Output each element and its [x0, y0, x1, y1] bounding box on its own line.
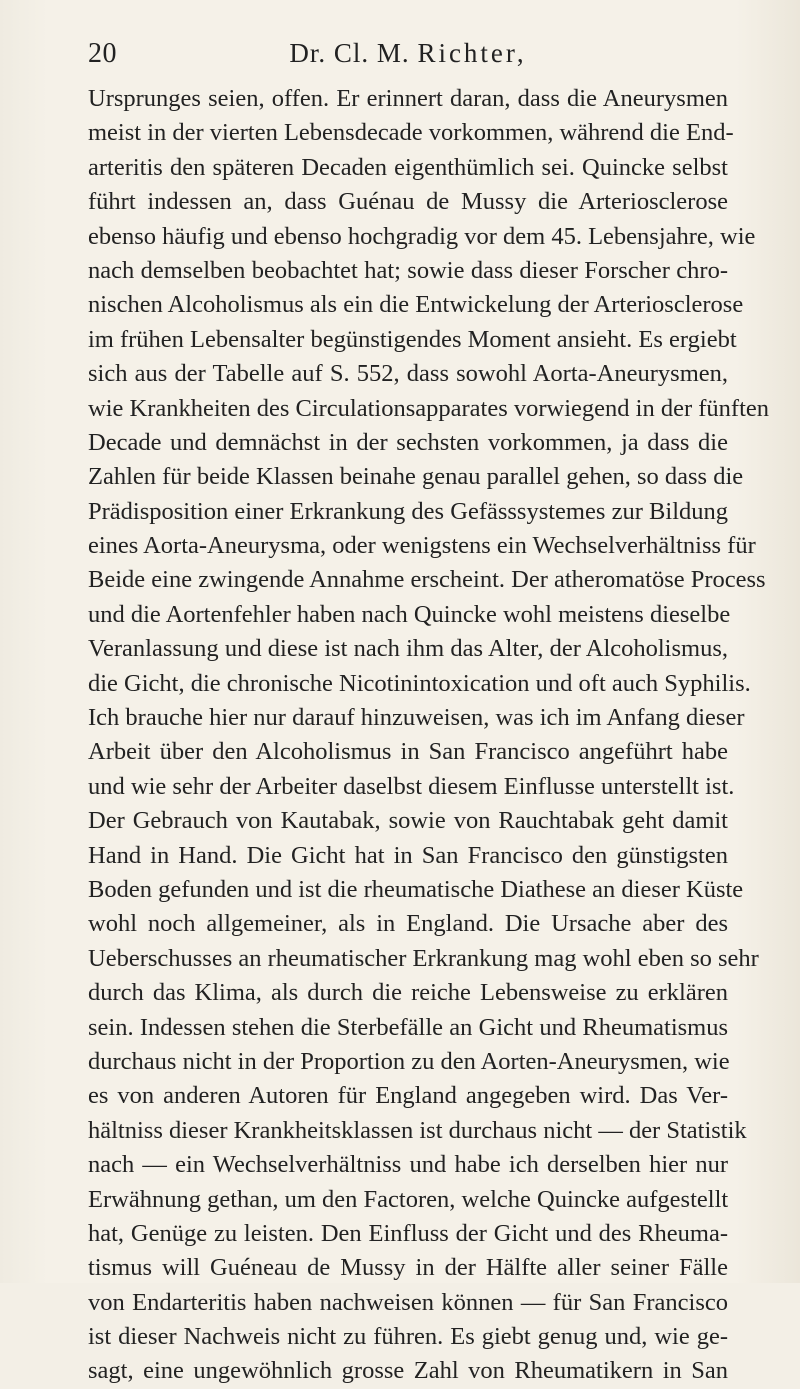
text-line-3: arteritis den späteren Decaden eigenthümlich sei. Quincke selbst [88, 153, 728, 181]
text-line-27: durch das Klima, als durch die reiche Lebensweise zu erklären [88, 979, 728, 1007]
body-text [88, 82, 769, 1389]
text-line-20: Arbeit über den Alcoholismus in San Francisco angeführt habe [88, 738, 728, 766]
text-line-35: tismus will Guéneau de Mussy in der Hälfte aller seiner Fälle [88, 1254, 728, 1282]
text-line-17: Veranlassung und diese ist nach ihm das Alter, der Alcoholismus, [88, 635, 728, 663]
running-head-prefix: Dr. Cl. M. [289, 38, 418, 68]
text-line-6: nach demselben beobachtet hat; sowie dass dieser Forscher chro- [88, 256, 728, 284]
text-line-7: nischen Alcoholismus als ein die Entwickelung der Arteriosclerose [88, 291, 744, 319]
text-line-1: Ursprunges seien, offen. Er erinnert daran, dass die Aneurysmen [88, 85, 728, 112]
text-line-22: Der Gebrauch von Kautabak, sowie von Rauchtabak geht damit [88, 807, 728, 835]
text-line-36: von Endarteritis haben nachweisen können — für San Francisco [88, 1288, 728, 1316]
text-line-2: meist in der vierten Lebensdecade vorkommen, während die End- [88, 119, 734, 147]
running-head [88, 38, 728, 69]
page-header [88, 38, 728, 74]
text-line-13: Prädisposition einer Erkrankung des Gefässsystemes zur Bildung [88, 497, 728, 525]
text-line-14: eines Aorta-Aneurysma, oder wenigstens ein Wechselverhältniss für [88, 532, 756, 560]
text-line-25: wohl noch allgemeiner, als in England. Die Ursache aber des [88, 910, 728, 938]
text-line-24: Boden gefunden und ist die rheumatische Diathese an dieser Küste [88, 875, 744, 903]
text-line-29: durchaus nicht in der Proportion zu den Aorten-Aneurysmen, wie [88, 1047, 730, 1075]
text-line-34: hat, Genüge zu leisten. Den Einfluss der Gicht und des Rheuma- [88, 1219, 728, 1247]
text-line-10: wie Krankheiten des Circulationsapparates vorwiegend in der fünften [88, 394, 769, 422]
running-head-author: Richter, [417, 38, 527, 68]
text-line-11: Decade und demnächst in der sechsten vorkommen, ja dass die [88, 428, 728, 456]
text-line-21: und wie sehr der Arbeiter daselbst diesem Einflusse unterstellt ist. [88, 772, 735, 800]
text-line-23: Hand in Hand. Die Gicht hat in San Francisco den günstigsten [88, 841, 728, 869]
text-line-5: ebenso häufig und ebenso hochgradig vor dem 45. Lebensjahre, wie [88, 222, 756, 250]
page-number: 20 [88, 38, 117, 69]
text-line-28: sein. Indessen stehen die Sterbefälle an Gicht und Rheumatismus [88, 1013, 728, 1041]
text-line-8: im frühen Lebensalter begünstigendes Moment ansieht. Es ergiebt [88, 325, 737, 353]
text-line-33: Erwähnung gethan, um den Factoren, welche Quincke aufgestellt [88, 1185, 729, 1213]
text-line-19: Ich brauche hier nur darauf hinzuweisen, was ich im Anfang dieser [88, 704, 745, 732]
text-line-9: sich aus der Tabelle auf S. 552, dass sowohl Aorta-Aneurysmen, [88, 360, 728, 388]
text-line-16: und die Aortenfehler haben nach Quincke wohl meistens dieselbe [88, 600, 731, 628]
text-line-38: sagt, eine ungewöhnlich grosse Zahl von Rheumatikern in San [88, 1357, 728, 1385]
text-line-12: Zahlen für beide Klassen beinahe genau parallel gehen, so dass die [88, 463, 744, 491]
text-line-30: es von anderen Autoren für England angegeben wird. Das Ver- [88, 1082, 728, 1110]
text-line-26: Ueberschusses an rheumatischer Erkrankung mag wohl eben so sehr [88, 944, 759, 972]
text-line-4: führt indessen an, dass Guénau de Mussy die Arteriosclerose [88, 188, 728, 216]
text-line-37: ist dieser Nachweis nicht zu führen. Es giebt genug und, wie ge- [88, 1323, 728, 1351]
text-line-15: Beide eine zwingende Annahme erscheint. Der atheromatöse Process [88, 566, 766, 594]
text-line-32: nach — ein Wechselverhältniss und habe ich derselben hier nur [88, 1151, 728, 1179]
text-line-31: hältniss dieser Krankheitsklassen ist durchaus nicht — der Statistik [88, 1116, 747, 1144]
text-line-18: die Gicht, die chronische Nicotinintoxication und oft auch Syphilis. [88, 669, 751, 697]
